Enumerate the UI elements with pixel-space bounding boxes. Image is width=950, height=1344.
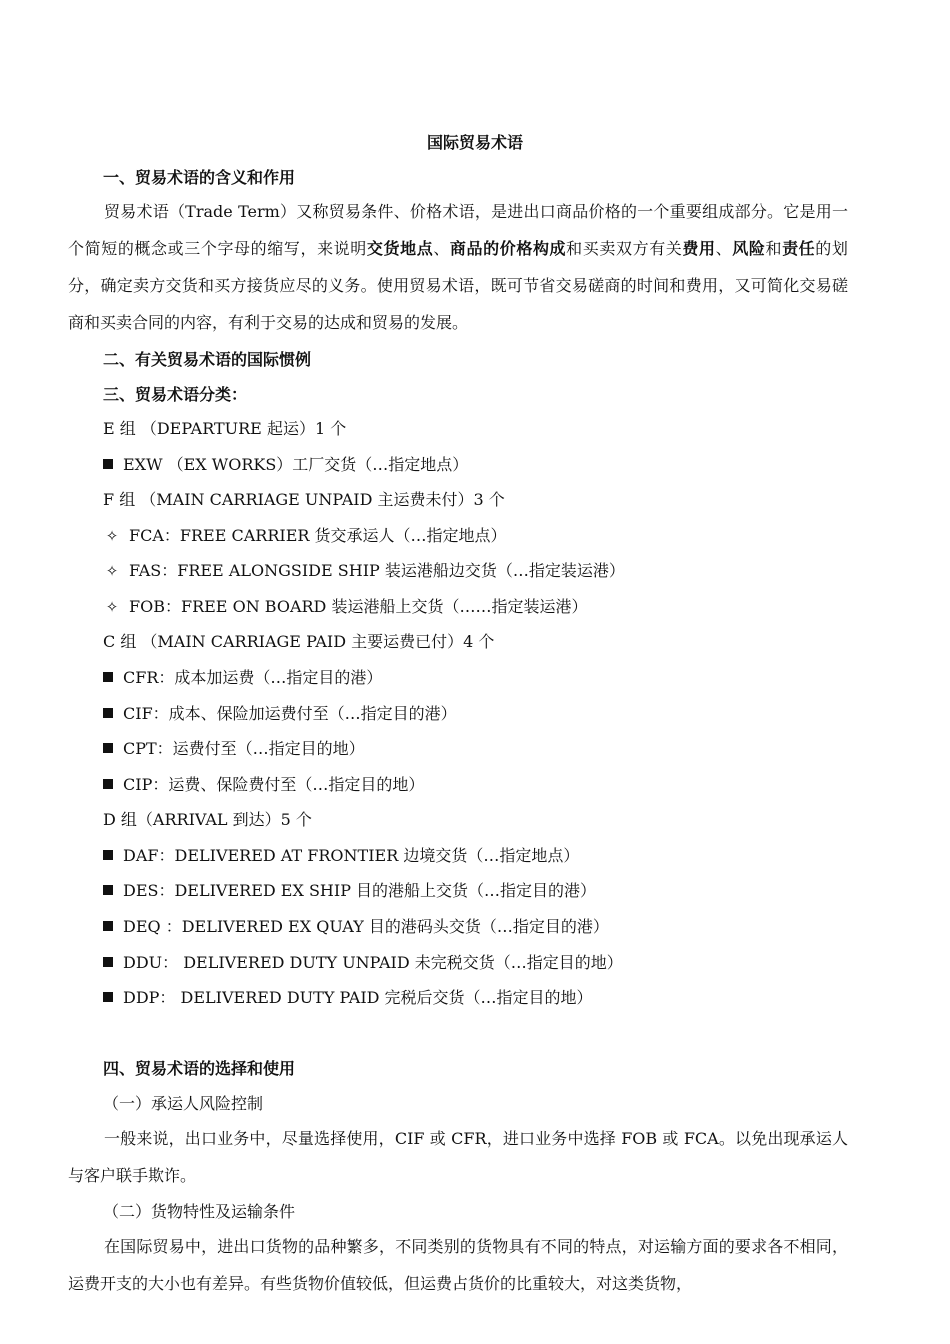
star-bullet-icon: ✧ — [105, 562, 119, 580]
list-item-text: FOB：FREE ON BOARD 装运港船上交货（……指定装运港） — [129, 597, 588, 616]
list-item-cfr — [103, 667, 382, 689]
square-bullet-icon — [103, 957, 113, 967]
section-2-heading: 二、有关贸易术语的国际惯例 — [103, 350, 312, 369]
list-item-fas — [103, 560, 625, 582]
group-c-heading: C 组 （MAIN CARRIAGE PAID 主要运费已付）4 个 — [103, 632, 495, 651]
list-item-ddu — [103, 952, 623, 974]
section-4-heading: 四、贸易术语的选择和使用 — [103, 1059, 296, 1078]
paragraph-text: 的划分，确定卖方交货和买方接货应尽的义务。使用贸易术语，既可节省交易磋商的时间和费用，又可简化交易磋商和买卖合同的内容，有利于交易的达成和贸易的发展。 — [68, 239, 848, 332]
list-item-text: DAF：DELIVERED AT FRONTIER 边境交货（…指定地点） — [123, 846, 580, 865]
list-item-cpt — [103, 738, 365, 760]
square-bullet-icon — [103, 672, 113, 682]
document-title: 国际贸易术语 — [426, 133, 523, 152]
list-item-exw — [103, 454, 468, 476]
subsection-1-paragraph: 一般来说，出口业务中，尽量选择使用，CIF 或 CFR，进口业务中选择 FOB 或 FCA。以免出现承运人与客户联手欺诈。 — [68, 1129, 848, 1185]
group-f-heading: F 组 （MAIN CARRIAGE UNPAID 主运费未付）3 个 — [103, 490, 505, 509]
list-item-fca — [103, 525, 507, 547]
list-item-text: DEQ ：DELIVERED EX QUAY 目的港码头交货（…指定目的港） — [123, 917, 609, 936]
square-bullet-icon — [103, 779, 113, 789]
square-bullet-icon — [103, 921, 113, 931]
bold-term-price-composition: 商品的价格构成 — [449, 239, 567, 258]
list-item-cip — [103, 774, 424, 796]
square-bullet-icon — [103, 743, 113, 753]
section-1-paragraph — [68, 193, 848, 341]
list-item-des — [103, 880, 596, 902]
group-e-heading: E 组 （DEPARTURE 起运）1 个 — [103, 419, 347, 438]
square-bullet-icon — [103, 459, 113, 469]
list-item-text: EXW （EX WORKS）工厂交货（…指定地点） — [123, 455, 469, 474]
star-bullet-icon: ✧ — [105, 598, 119, 616]
list-item-text: CPT：运费付至（…指定目的地） — [123, 739, 365, 758]
paragraph-text: 贸易术语（Trade Term）又称贸易条件、价格术语，是进出口商品价格的一个重要组成部分。它是用一个简短的概念或三个字母的缩写，来说明 — [68, 202, 848, 258]
list-item-text: FAS：FREE ALONGSIDE SHIP 装运港船边交货（…指定装运港） — [129, 561, 625, 580]
star-bullet-icon: ✧ — [105, 527, 119, 545]
separator: 、 — [433, 239, 450, 258]
list-item-text: FCA：FREE CARRIER 货交承运人（…指定地点） — [129, 526, 507, 545]
list-item-daf — [103, 845, 579, 867]
square-bullet-icon — [103, 708, 113, 718]
subsection-1-heading: （一）承运人风险控制 — [103, 1094, 264, 1113]
list-item-text: CIP：运费、保险费付至（…指定目的地） — [123, 775, 425, 794]
paragraph-text: 和买卖双方有关 — [566, 239, 683, 258]
list-item-text: DDP： DELIVERED DUTY PAID 完税后交货（…指定目的地） — [123, 988, 593, 1007]
bold-term-responsibility: 责任 — [782, 239, 816, 258]
list-item-text: DES：DELIVERED EX SHIP 目的港船上交货（…指定目的港） — [123, 881, 597, 900]
separator: 、 — [715, 239, 733, 258]
bold-term-delivery-place: 交货地点 — [366, 239, 434, 258]
list-item-deq — [103, 916, 609, 938]
subsection-2-heading: （二）货物特性及运输条件 — [103, 1202, 296, 1221]
square-bullet-icon — [103, 850, 113, 860]
list-item-text: CFR：成本加运费（…指定目的港） — [123, 668, 383, 687]
square-bullet-icon — [103, 885, 113, 895]
paragraph-text: 和 — [765, 239, 783, 258]
group-d-heading: D 组（ARRIVAL 到达）5 个 — [103, 810, 312, 829]
list-item-cif — [103, 703, 457, 725]
list-item-text: CIF：成本、保险加运费付至（…指定目的港） — [123, 704, 457, 723]
section-1-heading: 一、贸易术语的含义和作用 — [103, 168, 296, 187]
subsection-2-paragraph: 在国际贸易中，进出口货物的品种繁多，不同类别的货物具有不同的特点，对运输方面的要求各不相同，运费开支的大小也有差异。有些货物价值较低，但运费占货价的比重较大，对这类货物， — [68, 1237, 848, 1293]
list-item-ddp — [103, 987, 593, 1009]
section-3-heading: 三、贸易术语分类： — [103, 385, 248, 404]
bold-term-risk: 风险 — [732, 239, 766, 258]
list-item-fob — [103, 596, 587, 618]
list-item-text: DDU： DELIVERED DUTY UNPAID 未完税交货（…指定目的地） — [123, 953, 623, 972]
square-bullet-icon — [103, 992, 113, 1002]
bold-term-cost: 费用 — [682, 239, 716, 258]
